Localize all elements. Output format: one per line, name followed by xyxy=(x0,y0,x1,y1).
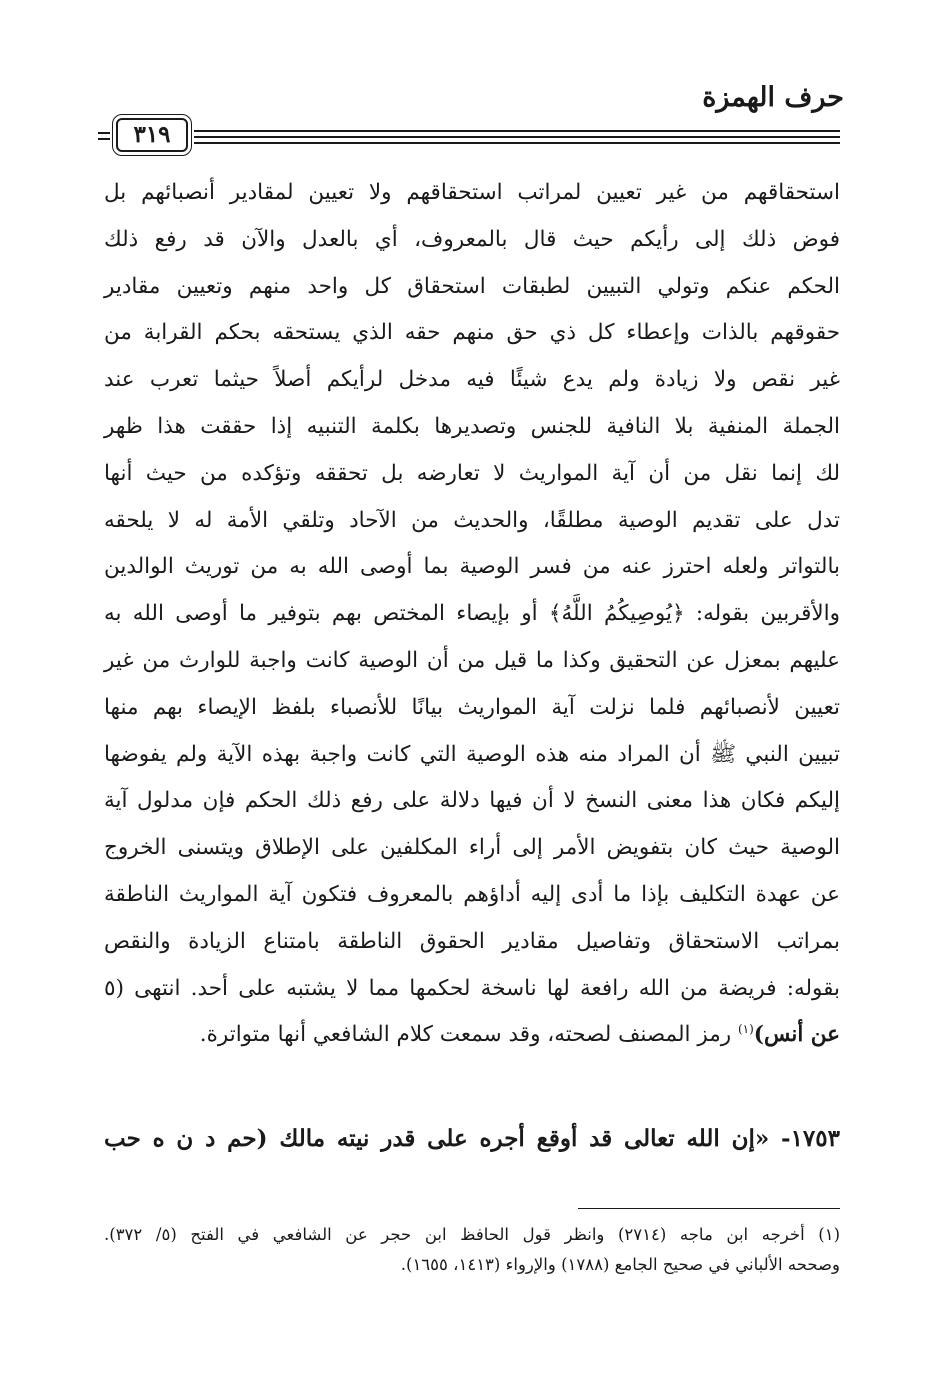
header-rule-line xyxy=(194,136,840,138)
footnote-line: وصححه الألباني في صحيح الجامع (١٧٨٨) والإرواء (١٤١٣، ١٦٥٥). xyxy=(400,1255,840,1274)
text-line: الوصية حيث كان بتفويض الأمر إلى أراء المكلفين على الإطلاق ويتسنى الخروج xyxy=(104,835,840,861)
text-line: إليكم فكان هذا معنى النسخ لا أن فيها دلالة على رفع ذلك الحكم فإن مدلول آية xyxy=(104,788,840,814)
header-rule-line xyxy=(194,130,840,132)
text-line: الحكم عنكم وتولي التبيين لطبقات استحقاق كل واحد منهم وتعيين مقادير xyxy=(104,273,840,299)
footnote-line: (١) أخرجه ابن ماجه (٢٧١٤) وانظر قول الحافظ ابن حجر عن الشافعي في الفتح (٥/ ٣٧٢). xyxy=(104,1225,840,1244)
bold-reference: عن أنس) xyxy=(753,1022,840,1048)
text-line-last xyxy=(104,1012,840,1059)
header-rule-line xyxy=(194,142,840,144)
text-line: بقوله: فريضة من الله رافعة لها ناسخة لحكمها مما لا يشتبه على أحد. انتهى (٥ xyxy=(104,975,840,1001)
text-line: تعيين لأنصبائهم فلما نزلت آية المواريث بيانًا للأنصباء بلفظ الإيصاء بهم منها xyxy=(104,694,840,720)
page-number: ٣١٩ xyxy=(116,118,188,152)
text-line: بالتواتر ولعله احترز عنه من فسر الوصية بما أوصى الله به من توريث الوالدين xyxy=(104,554,840,580)
text-line: والأقربين بقوله: ﴿يُوصِيكُمُ اللَّهُ﴾ أو بإيصاء المختص بهم بتوفير ما أوصى الله به xyxy=(104,601,840,627)
text-line: بمراتب الاستحقاق وتفاصيل مقادير الحقوق الناطقة بامتناع الزيادة والنقص xyxy=(104,928,840,954)
header-rule-tick xyxy=(98,129,112,143)
running-header-title: حرف الهمزة xyxy=(702,82,844,113)
text-line: تبيين النبي ﷺ أن المراد منه هذه الوصية التي كانت واجبة بهذه الآية ولم يفوضها xyxy=(104,741,840,767)
text-line-rest: رمز المصنف لصحته، وقد سمعت كلام الشافعي أنها متواترة. xyxy=(199,1022,738,1048)
footnote-separator xyxy=(578,1208,840,1209)
footnote-marker: (١) xyxy=(737,1022,754,1037)
text-line: لك إنما نقل من أن آية المواريث لا تعارضه بل تحققه وتؤكده من حيث أنها xyxy=(104,460,840,486)
text-line: حقوقهم بالذات وإعطاء كل ذي حق منهم حقه الذي يستحقه بحكم القرابة من xyxy=(104,320,840,346)
hadith-heading: ١٧٥٣- «إن الله تعالى قد أوقع أجره على قدر نيته مالك (حم د ن ه حب xyxy=(104,1125,840,1152)
text-line: فوض ذلك إلى رأيكم حيث قال بالمعروف، أي بالعدل والآن قد رفع ذلك xyxy=(104,226,840,252)
header-rule xyxy=(98,118,840,154)
text-line: عن عهدة التكليف بإذا ما أدى إليه أداؤهم بالمعروف فتكون آية المواريث الناطقة xyxy=(104,881,840,907)
text-line: تدل على تقديم الوصية مطلقًا، والحديث من الآحاد وتلقي الأمة له لا يلحقه xyxy=(104,507,840,533)
body-text xyxy=(104,170,840,1059)
text-line: استحقاقهم من غير تعيين لمراتب استحقاقهم ولا تعيين لمقادير أنصبائهم بل xyxy=(104,180,840,205)
text-line: الجملة المنفية بلا النافية للجنس وتصديرها بكلمة التنبيه إذا حققت هذا ظهر xyxy=(104,413,840,439)
text-line: عليهم بمعزل عن التحقيق وكذا ما قيل من أن الوصية كانت واجبة للوارث من غير xyxy=(104,647,840,673)
footnotes xyxy=(104,1220,840,1280)
text-line: غير نقص ولا زيادة ولم يدع شيئًا فيه مدخل لرأيكم أصلاً حيثما تعرب عند xyxy=(104,367,840,393)
